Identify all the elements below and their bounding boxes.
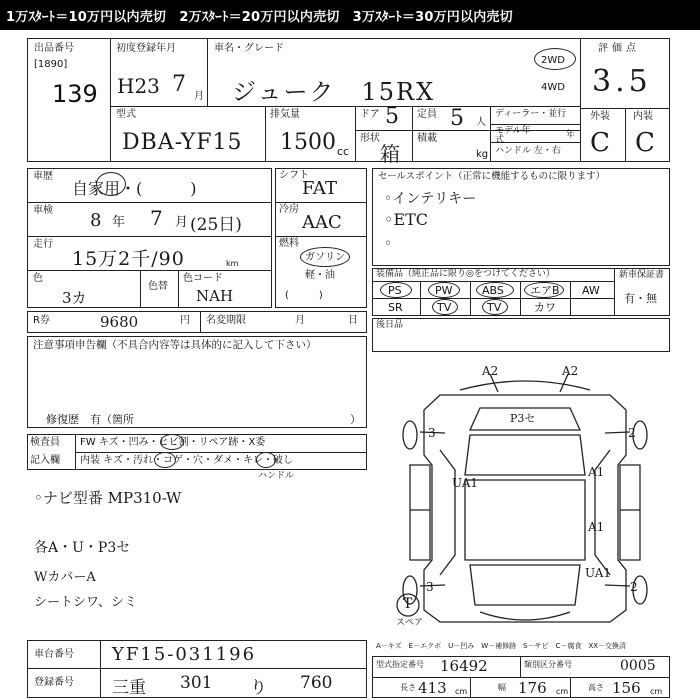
- history-value: 自家用・( ): [72, 179, 197, 198]
- warranty-value: 有・無: [624, 292, 657, 305]
- model-value: DBA-YF15: [122, 130, 243, 155]
- interior-label: 内装: [633, 111, 653, 122]
- plate-label: 登録番号: [34, 677, 74, 688]
- plate-kana: り: [250, 678, 267, 698]
- displacement-unit: cc: [337, 145, 350, 158]
- damage-mark-spare: T: [403, 596, 413, 612]
- chassis-value: YF15-031196: [112, 644, 257, 665]
- capacity-unit: 人: [476, 117, 486, 128]
- chassis-label: 車台番号: [34, 649, 74, 660]
- plate-region: 三重: [112, 678, 146, 698]
- inspector-row-1: FW キズ・凹み・ヒビ割・リペア跡・X委: [80, 437, 266, 448]
- equip-tv2: TV: [487, 301, 502, 314]
- history-circle: [96, 172, 126, 196]
- inspector-note-3: WカバーA: [34, 570, 96, 585]
- ac-value: AAC: [302, 212, 342, 233]
- equipment-label: 装備品（純正品に限り◎をつけてください）: [376, 269, 555, 279]
- inspection-day: (25日): [190, 215, 242, 235]
- load-unit: kg: [476, 149, 489, 160]
- body-outline: [424, 395, 626, 622]
- damage-mark-right-door: A1: [588, 465, 605, 479]
- color-code-value: NAH: [196, 287, 234, 305]
- model-no-value: 16492: [440, 657, 488, 675]
- class-no-value: 0005: [620, 658, 656, 674]
- inspection-label: 車検: [33, 205, 53, 216]
- interior-value: C: [635, 128, 655, 158]
- damage-mark-left-door: UA1: [452, 476, 479, 490]
- registration-era: H23: [117, 74, 160, 98]
- car-name-label: 車名・グレード: [214, 43, 284, 54]
- inspector-label-1: 検査員: [30, 437, 60, 448]
- door-value: 5: [385, 104, 399, 129]
- width-label: 幅: [498, 683, 506, 692]
- equip-abs: ABS: [482, 284, 504, 297]
- lot-number: 139: [52, 80, 98, 108]
- inspection-month-unit: 月: [175, 215, 189, 230]
- inspector-label-2: 記入欄: [30, 455, 60, 466]
- lot-label: 出品番号: [34, 43, 74, 54]
- length-label: 長さ: [400, 683, 416, 692]
- name-change-day: 日: [348, 315, 358, 326]
- grade-label: 評価点: [598, 43, 640, 54]
- warranty-label: 新車保証書: [619, 270, 665, 280]
- fuel-gasoline-circle: [300, 247, 350, 267]
- height-value: 156: [612, 679, 641, 697]
- model-no-label: 型式指定番号: [376, 660, 424, 669]
- length-value: 413: [418, 679, 447, 697]
- damage-legend: A－キズ E－エクボ U－凹み W－補修跡 S－サビ C－腐食 XX－交換済: [376, 642, 627, 650]
- shift-value: FAT: [302, 178, 337, 199]
- length-unit: cm: [455, 687, 468, 696]
- damage-mark-front-left: A2: [482, 364, 499, 378]
- inspector-note-1: ◦ナビ型番 MP310-W: [34, 489, 182, 507]
- exterior-label: 外装: [590, 111, 610, 122]
- car-damage-diagram: [380, 360, 670, 650]
- equip-tv1: TV: [437, 301, 452, 314]
- repair-label: 修復歴 有（箇所: [46, 413, 134, 426]
- sales-points-label: セールスポイント（正常に機能するものに限ります）: [378, 171, 606, 182]
- damage-mark-right-front-wheel: 2: [628, 426, 636, 440]
- fuel-light-oil: 軽・油: [305, 270, 335, 281]
- damage-mark-rear-bumper: UA1: [585, 566, 612, 580]
- color-change-label: 色替: [148, 281, 168, 292]
- width-unit: cm: [556, 687, 569, 696]
- equip-airbag: エアB: [530, 284, 560, 297]
- grade-value: 3.5: [592, 64, 652, 99]
- repair-close: ）: [350, 413, 361, 426]
- inspector-note-4: シートシワ、シミ: [34, 595, 137, 610]
- after-section: [372, 318, 670, 352]
- history-label: 車歴: [33, 171, 53, 182]
- color-code-label: 色コード: [183, 273, 223, 284]
- fuel-label: 燃料: [279, 238, 299, 249]
- damage-mark-left-rear-wheel: 3: [426, 580, 434, 594]
- handle-label: ハンドル 左・右: [495, 146, 561, 156]
- inspector-row-2: 内装 キズ・汚れ・コゲ・穴・ダメ・キレ・破し: [80, 455, 293, 466]
- year-unit: 年: [566, 130, 576, 140]
- auction-banner: 1万ｽﾀｰﾄ＝10万円以内売切 2万ｽﾀｰﾄ＝20万円以内売切 3万ｽﾀｰﾄ＝30万円以内売切: [0, 0, 700, 30]
- displacement-label: 排気量: [270, 109, 300, 120]
- drive-4wd: 4WD: [541, 82, 565, 93]
- equip-pw: PW: [435, 284, 453, 297]
- registration-label: 初度登録年月: [116, 43, 176, 54]
- name-change-label: 名変期限: [206, 315, 246, 326]
- model-label: 型式: [116, 109, 136, 120]
- name-change-month: 月: [295, 315, 305, 326]
- plate-class: 301: [180, 673, 213, 693]
- drive-2wd-circle: [534, 48, 576, 70]
- load-label: 積載: [417, 133, 437, 144]
- drive-2wd: 2WD: [541, 55, 565, 66]
- sales-point-2: ◦ETC: [384, 210, 429, 229]
- after-label: 後日品: [376, 320, 404, 330]
- color-label: 色: [33, 273, 43, 284]
- class-no-label: 類別区分番号: [524, 660, 572, 669]
- recycle-label: R券: [33, 315, 50, 326]
- notes-label: 注意事項申告欄（不具合内容等は具体的に記入して下さい）: [33, 339, 317, 351]
- spare-label: スペア: [396, 618, 424, 628]
- mileage-unit: km: [226, 259, 239, 268]
- damage-mark-hood: P3セ: [510, 412, 536, 425]
- displacement-value: 1500: [280, 130, 336, 155]
- shape-label: 形状: [360, 133, 380, 144]
- inspection-year: 8: [90, 210, 102, 231]
- damage-mark-left-front-wheel: 3: [428, 426, 436, 440]
- recycle-value: 9680: [100, 313, 139, 331]
- sales-point-1: ◦インテリキー: [384, 191, 477, 207]
- plate-number: 760: [300, 673, 333, 693]
- exterior-value: C: [590, 128, 610, 158]
- width-value: 176: [518, 679, 547, 697]
- ac-label: 冷房: [279, 204, 299, 215]
- shape-value: 箱: [380, 142, 400, 166]
- equip-ps: PS: [388, 284, 402, 297]
- car-name-value: ジューク 15RX: [232, 78, 436, 106]
- equip-sr: SR: [388, 301, 403, 314]
- height-unit: cm: [650, 687, 663, 696]
- capacity-label: 定員: [417, 109, 437, 120]
- damage-mark-right-rear: A1: [588, 520, 605, 534]
- registration-month: 7: [172, 72, 186, 97]
- color-value: 3カ: [62, 289, 87, 307]
- height-label: 高さ: [588, 683, 604, 692]
- inspector-note-2: 各A・U・P3セ: [34, 540, 131, 556]
- sales-point-3: ◦: [384, 236, 393, 252]
- mileage-value: 15万2千/90: [72, 248, 185, 270]
- inspection-year-unit: 年: [112, 215, 126, 230]
- inspection-month: 7: [150, 206, 163, 230]
- recycle-section: [27, 311, 367, 333]
- recycle-unit: 円: [180, 315, 190, 326]
- capacity-value: 5: [450, 106, 464, 131]
- shift-label: シフト: [279, 170, 309, 181]
- inspector-handle-note: ハンドル: [258, 471, 295, 481]
- damage-mark-front-right: A2: [562, 364, 579, 378]
- equip-leather: カワ: [534, 301, 556, 314]
- damage-mark-right-rear-wheel: 2: [630, 580, 638, 594]
- mileage-label: 走行: [33, 239, 53, 250]
- model-year-label: モデル年式: [495, 126, 531, 145]
- registration-month-unit: 月: [194, 91, 204, 102]
- dealer-label: ディーラー・並行: [495, 109, 567, 119]
- equip-aw: AW: [582, 284, 600, 297]
- lot-sub: [1890]: [34, 59, 68, 70]
- fuel-gasoline: ガソリン: [305, 252, 345, 263]
- fuel-other: ( ): [285, 290, 323, 301]
- door-label: ドア: [360, 109, 380, 120]
